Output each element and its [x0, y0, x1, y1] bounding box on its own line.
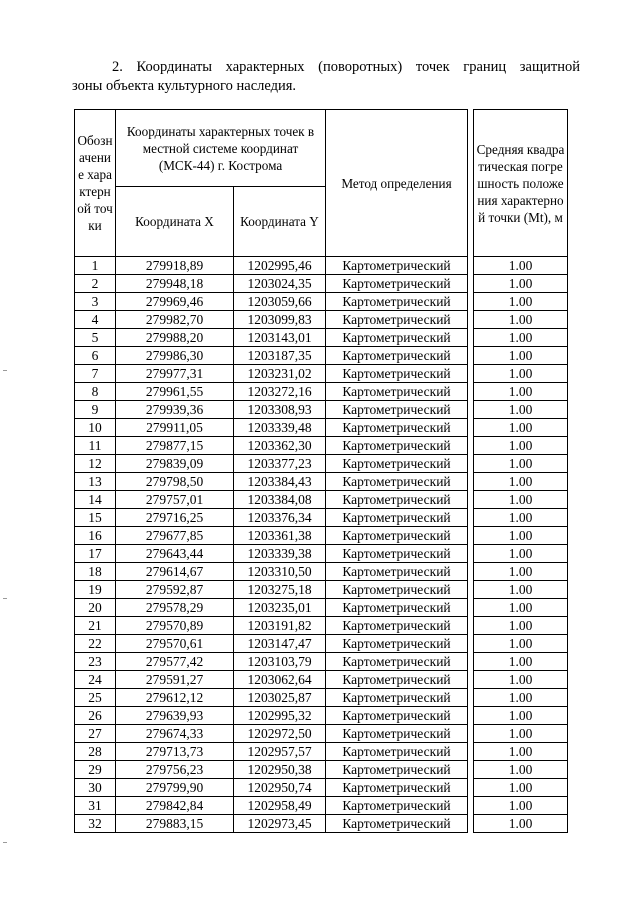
point-id-cell: 22	[75, 635, 116, 653]
header-point-id: Обозначение характерной точки	[75, 110, 116, 257]
table-row	[75, 581, 568, 599]
coord-y-cell: 1203103,79	[234, 653, 326, 671]
coord-x-cell: 279713,73	[116, 743, 234, 761]
point-id-cell: 12	[75, 455, 116, 473]
coord-x-cell: 279948,18	[116, 275, 234, 293]
coord-x-cell: 279674,33	[116, 725, 234, 743]
method-cell: Картометрический	[326, 707, 468, 725]
point-id-cell: 9	[75, 401, 116, 419]
point-id-cell: 26	[75, 707, 116, 725]
table-row	[75, 689, 568, 707]
error-cell: 1.00	[474, 401, 568, 419]
error-cell: 1.00	[474, 599, 568, 617]
coord-y-cell: 1202950,74	[234, 779, 326, 797]
coord-y-cell: 1203308,93	[234, 401, 326, 419]
coord-y-cell: 1203275,18	[234, 581, 326, 599]
error-cell: 1.00	[474, 257, 568, 275]
table-row	[75, 509, 568, 527]
error-cell: 1.00	[474, 473, 568, 491]
point-id-cell: 20	[75, 599, 116, 617]
coord-x-cell: 279639,93	[116, 707, 234, 725]
coord-x-cell: 279612,12	[116, 689, 234, 707]
error-cell: 1.00	[474, 383, 568, 401]
point-id-cell: 21	[75, 617, 116, 635]
table-row	[75, 401, 568, 419]
point-id-cell: 27	[75, 725, 116, 743]
method-cell: Картометрический	[326, 527, 468, 545]
error-cell: 1.00	[474, 437, 568, 455]
table-row	[75, 725, 568, 743]
table-row	[75, 599, 568, 617]
coord-y-cell: 1203025,87	[234, 689, 326, 707]
point-id-cell: 31	[75, 797, 116, 815]
point-id-cell: 23	[75, 653, 116, 671]
coord-y-cell: 1203377,23	[234, 455, 326, 473]
point-id-cell: 7	[75, 365, 116, 383]
point-id-cell: 14	[75, 491, 116, 509]
method-cell: Картометрический	[326, 797, 468, 815]
method-cell: Картометрический	[326, 257, 468, 275]
coord-y-cell: 1203099,83	[234, 311, 326, 329]
error-cell: 1.00	[474, 797, 568, 815]
method-cell: Картометрический	[326, 437, 468, 455]
error-cell: 1.00	[474, 563, 568, 581]
coord-y-cell: 1203062,64	[234, 671, 326, 689]
table-row	[75, 617, 568, 635]
method-cell: Картометрический	[326, 473, 468, 491]
table-row	[75, 329, 568, 347]
error-cell: 1.00	[474, 635, 568, 653]
point-id-cell: 10	[75, 419, 116, 437]
error-cell: 1.00	[474, 581, 568, 599]
coord-x-cell: 279577,42	[116, 653, 234, 671]
table-row	[75, 275, 568, 293]
coord-x-cell: 279643,44	[116, 545, 234, 563]
error-cell: 1.00	[474, 293, 568, 311]
heading-line-1: 2. Координаты характерных (поворотных) точек границ защитной	[112, 59, 580, 75]
method-cell: Картометрический	[326, 671, 468, 689]
table-row	[75, 707, 568, 725]
coord-y-cell: 1202973,45	[234, 815, 326, 833]
point-id-cell: 25	[75, 689, 116, 707]
header-method: Метод определения	[326, 110, 468, 257]
coord-y-cell: 1203187,35	[234, 347, 326, 365]
error-cell: 1.00	[474, 617, 568, 635]
coord-y-cell: 1203384,08	[234, 491, 326, 509]
coord-x-cell: 279578,29	[116, 599, 234, 617]
coord-x-cell: 279799,90	[116, 779, 234, 797]
coord-y-cell: 1202957,57	[234, 743, 326, 761]
method-cell: Картометрический	[326, 365, 468, 383]
point-id-cell: 13	[75, 473, 116, 491]
header-x: Координата X	[116, 187, 234, 257]
error-cell: 1.00	[474, 311, 568, 329]
method-cell: Картометрический	[326, 689, 468, 707]
coord-x-cell: 279716,25	[116, 509, 234, 527]
table-row	[75, 311, 568, 329]
method-cell: Картометрический	[326, 563, 468, 581]
point-id-cell: 11	[75, 437, 116, 455]
header-coordinates-group: Координаты характерных точек в местной системе координат (МСК-44) г. Кострома	[116, 110, 326, 187]
coord-y-cell: 1203143,01	[234, 329, 326, 347]
point-id-cell: 24	[75, 671, 116, 689]
table-row	[75, 473, 568, 491]
heading-line-2: зоны объекта культурного наследия.	[72, 78, 297, 94]
table-row	[75, 419, 568, 437]
method-cell: Картометрический	[326, 617, 468, 635]
error-cell: 1.00	[474, 455, 568, 473]
coord-x-cell: 279570,89	[116, 617, 234, 635]
method-cell: Картометрический	[326, 347, 468, 365]
table-row	[75, 743, 568, 761]
coord-y-cell: 1203235,01	[234, 599, 326, 617]
coord-x-cell: 279591,27	[116, 671, 234, 689]
section-heading	[72, 58, 580, 96]
error-cell: 1.00	[474, 815, 568, 833]
point-id-cell: 17	[75, 545, 116, 563]
table-row	[75, 527, 568, 545]
coord-x-cell: 279988,20	[116, 329, 234, 347]
table-row	[75, 365, 568, 383]
coord-y-cell: 1203339,38	[234, 545, 326, 563]
method-cell: Картометрический	[326, 509, 468, 527]
error-cell: 1.00	[474, 653, 568, 671]
coord-y-cell: 1203059,66	[234, 293, 326, 311]
header-error: Средняя квадратическая погрешность положения характерной точки (Mt), м	[474, 110, 568, 257]
scan-mark	[3, 842, 7, 843]
method-cell: Картометрический	[326, 491, 468, 509]
coord-x-cell: 279842,84	[116, 797, 234, 815]
method-cell: Картометрический	[326, 653, 468, 671]
table-row	[75, 671, 568, 689]
coord-y-cell: 1203024,35	[234, 275, 326, 293]
coord-y-cell: 1203376,34	[234, 509, 326, 527]
coord-y-cell: 1203310,50	[234, 563, 326, 581]
coord-x-cell: 279756,23	[116, 761, 234, 779]
point-id-cell: 18	[75, 563, 116, 581]
coord-x-cell: 279614,67	[116, 563, 234, 581]
coordinates-table	[74, 109, 568, 833]
method-cell: Картометрический	[326, 293, 468, 311]
coord-x-cell: 279677,85	[116, 527, 234, 545]
coord-x-cell: 279570,61	[116, 635, 234, 653]
table-row	[75, 779, 568, 797]
method-cell: Картометрический	[326, 815, 468, 833]
table-row	[75, 437, 568, 455]
error-cell: 1.00	[474, 725, 568, 743]
method-cell: Картометрический	[326, 761, 468, 779]
coord-x-cell: 279939,36	[116, 401, 234, 419]
coord-y-cell: 1203147,47	[234, 635, 326, 653]
table-row	[75, 491, 568, 509]
coord-y-cell: 1203191,82	[234, 617, 326, 635]
coord-y-cell: 1202950,38	[234, 761, 326, 779]
scan-mark	[3, 370, 7, 371]
method-cell: Картометрический	[326, 581, 468, 599]
coord-x-cell: 279592,87	[116, 581, 234, 599]
method-cell: Картометрический	[326, 419, 468, 437]
point-id-cell: 16	[75, 527, 116, 545]
method-cell: Картометрический	[326, 725, 468, 743]
coord-x-cell: 279969,46	[116, 293, 234, 311]
error-cell: 1.00	[474, 545, 568, 563]
point-id-cell: 15	[75, 509, 116, 527]
coord-x-cell: 279977,31	[116, 365, 234, 383]
table-row	[75, 347, 568, 365]
coord-y-cell: 1202972,50	[234, 725, 326, 743]
method-cell: Картометрический	[326, 599, 468, 617]
header-y: Координата Y	[234, 187, 326, 257]
method-cell: Картометрический	[326, 401, 468, 419]
coord-x-cell: 279798,50	[116, 473, 234, 491]
error-cell: 1.00	[474, 275, 568, 293]
point-id-cell: 2	[75, 275, 116, 293]
coord-x-cell: 279961,55	[116, 383, 234, 401]
coord-y-cell: 1203231,02	[234, 365, 326, 383]
coord-y-cell: 1203361,38	[234, 527, 326, 545]
coord-x-cell: 279911,05	[116, 419, 234, 437]
error-cell: 1.00	[474, 527, 568, 545]
error-cell: 1.00	[474, 365, 568, 383]
coord-y-cell: 1202958,49	[234, 797, 326, 815]
table-row	[75, 257, 568, 275]
method-cell: Картометрический	[326, 383, 468, 401]
error-cell: 1.00	[474, 689, 568, 707]
error-cell: 1.00	[474, 671, 568, 689]
table-row	[75, 761, 568, 779]
table-row	[75, 563, 568, 581]
coord-x-cell: 279986,30	[116, 347, 234, 365]
error-cell: 1.00	[474, 779, 568, 797]
error-cell: 1.00	[474, 743, 568, 761]
point-id-cell: 28	[75, 743, 116, 761]
method-cell: Картометрический	[326, 329, 468, 347]
scan-mark	[3, 598, 7, 599]
table-row	[75, 293, 568, 311]
coord-x-cell: 279982,70	[116, 311, 234, 329]
table-row	[75, 635, 568, 653]
coord-y-cell: 1202995,46	[234, 257, 326, 275]
table-row	[75, 545, 568, 563]
coord-y-cell: 1203362,30	[234, 437, 326, 455]
table-row	[75, 797, 568, 815]
coord-y-cell: 1202995,32	[234, 707, 326, 725]
table-row	[75, 815, 568, 833]
coord-y-cell: 1203272,16	[234, 383, 326, 401]
point-id-cell: 19	[75, 581, 116, 599]
table-row	[75, 455, 568, 473]
coord-y-cell: 1203339,48	[234, 419, 326, 437]
method-cell: Картометрический	[326, 311, 468, 329]
point-id-cell: 3	[75, 293, 116, 311]
error-cell: 1.00	[474, 509, 568, 527]
coord-x-cell: 279839,09	[116, 455, 234, 473]
method-cell: Картометрический	[326, 635, 468, 653]
coord-x-cell: 279883,15	[116, 815, 234, 833]
point-id-cell: 8	[75, 383, 116, 401]
point-id-cell: 6	[75, 347, 116, 365]
error-cell: 1.00	[474, 419, 568, 437]
method-cell: Картометрический	[326, 743, 468, 761]
coord-y-cell: 1203384,43	[234, 473, 326, 491]
point-id-cell: 1	[75, 257, 116, 275]
method-cell: Картометрический	[326, 275, 468, 293]
error-cell: 1.00	[474, 329, 568, 347]
point-id-cell: 29	[75, 761, 116, 779]
table-row	[75, 383, 568, 401]
point-id-cell: 5	[75, 329, 116, 347]
error-cell: 1.00	[474, 761, 568, 779]
method-cell: Картометрический	[326, 545, 468, 563]
coord-x-cell: 279757,01	[116, 491, 234, 509]
error-cell: 1.00	[474, 347, 568, 365]
error-cell: 1.00	[474, 491, 568, 509]
point-id-cell: 4	[75, 311, 116, 329]
point-id-cell: 30	[75, 779, 116, 797]
coord-x-cell: 279877,15	[116, 437, 234, 455]
method-cell: Картометрический	[326, 455, 468, 473]
method-cell: Картометрический	[326, 779, 468, 797]
point-id-cell: 32	[75, 815, 116, 833]
coord-x-cell: 279918,89	[116, 257, 234, 275]
error-cell: 1.00	[474, 707, 568, 725]
table-row	[75, 653, 568, 671]
